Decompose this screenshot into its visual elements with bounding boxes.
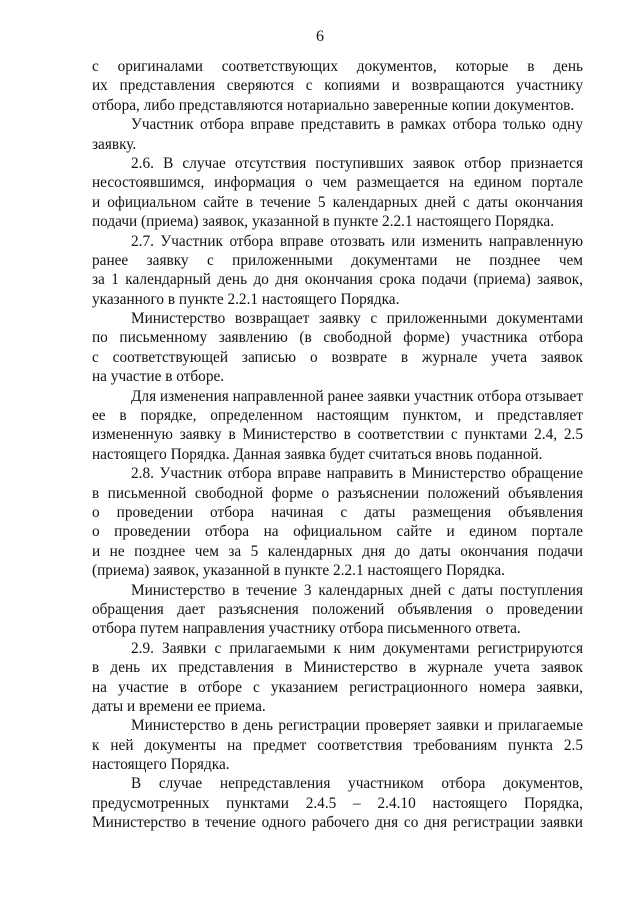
text-line: о проведении отбора начиная с даты размещения объявления: [92, 503, 583, 521]
text-line: и не позднее чем за 5 календарных дня до даты окончания подачи: [92, 542, 583, 560]
paragraph: [92, 581, 583, 639]
text-line: 2.7. Участник отбора вправе отозвать или изменить направленную: [131, 232, 583, 250]
text-line: подачи (приема) заявок, указанной в пункте 2.2.1 настоящего Порядка.: [92, 213, 555, 231]
paragraph: [92, 115, 583, 154]
text-line: о проведении отбора на официальном сайте и едином портале: [92, 523, 583, 541]
text-line: 2.6. В случае отсутствия поступивших заявок отбор признается: [131, 154, 583, 172]
text-line: даты и времени ее приема.: [92, 697, 266, 715]
text-line: и официальном сайте в течение 5 календарных дней с даты окончания: [92, 193, 583, 211]
text-line: на участие в отборе.: [92, 368, 225, 386]
paragraph: [92, 716, 583, 774]
paragraph: [92, 639, 583, 717]
text-line: настоящего Порядка.: [92, 756, 230, 774]
text-line: измененную заявку в Министерство в соответствии с пунктами 2.4, 2.5: [92, 426, 583, 444]
text-line: отбора путем направления участнику отбора письменного ответа.: [92, 620, 521, 638]
text-line: ранее заявку с приложенными документами не позднее чем: [92, 251, 583, 269]
text-line: за 1 календарный день до дня окончания срока подачи (приема) заявок,: [92, 271, 583, 289]
document-body: [92, 57, 583, 833]
text-line: в письменной свободной форме о разъяснении положений объявления: [92, 484, 583, 502]
text-line: 2.9. Заявки с прилагаемыми к ним документами регистрируются: [131, 639, 583, 657]
text-line: на участие в отборе с указанием регистрационного номера заявки,: [92, 678, 583, 696]
text-line: Министерство возвращает заявку с приложенными документами: [131, 310, 583, 328]
text-line: заявку.: [92, 135, 137, 153]
text-line: их представления сверяются с копиями и возвращаются участнику: [92, 77, 583, 95]
text-line: (приема) заявок, указанной в пункте 2.2.1 настоящего Порядка.: [92, 562, 505, 580]
paragraph: [92, 309, 583, 387]
paragraph: [92, 774, 583, 832]
text-line: по письменному заявлению (в свободной форме) участника отбора: [92, 329, 583, 347]
page-number: 6: [316, 28, 324, 45]
text-line: к ней документы на предмет соответствия требованиям пункта 2.5: [92, 736, 583, 754]
text-line: предусмотренных пунктами 2.4.5 – 2.4.10 настоящего Порядка,: [92, 794, 583, 812]
text-line: в день их представления в Министерство в журнале учета заявок: [92, 659, 583, 677]
paragraph: [92, 57, 583, 115]
text-line: Участник отбора вправе представить в рамках отбора только одну: [131, 116, 583, 134]
text-line: указанного в пункте 2.2.1 настоящего Порядка.: [92, 290, 400, 308]
paragraph: [92, 154, 583, 232]
text-line: Министерство в течение 3 календарных дней с даты поступления: [131, 581, 583, 599]
text-line: настоящего Порядка. Данная заявка будет считаться вновь поданной.: [92, 445, 543, 463]
text-line: несостоявшимся, информация о чем размещается на едином портале: [92, 174, 583, 192]
paragraph: [92, 232, 583, 310]
paragraph: [92, 464, 583, 580]
text-line: Министерство в течение одного рабочего дня со дня регистрации заявки: [92, 814, 583, 832]
text-line: ее в порядке, определенном настоящим пунктом, и представляет: [92, 407, 583, 425]
text-line: отбора, либо представляются нотариально заверенные копии документов.: [92, 96, 575, 114]
paragraph: [92, 387, 583, 465]
text-line: с соответствующей записью о возврате в журнале учета заявок: [92, 348, 583, 366]
text-line: обращения дает разъяснения положений объявления о проведении: [92, 600, 583, 618]
text-line: с оригиналами соответствующих документов, которые в день: [92, 58, 583, 75]
text-line: В случае непредставления участником отбора документов,: [131, 775, 583, 793]
text-line: 2.8. Участник отбора вправе направить в Министерство обращение: [131, 465, 583, 483]
text-line: Министерство в день регистрации проверяет заявки и прилагаемые: [131, 717, 583, 735]
text-line: Для изменения направленной ранее заявки участник отбора отзывает: [131, 387, 584, 405]
